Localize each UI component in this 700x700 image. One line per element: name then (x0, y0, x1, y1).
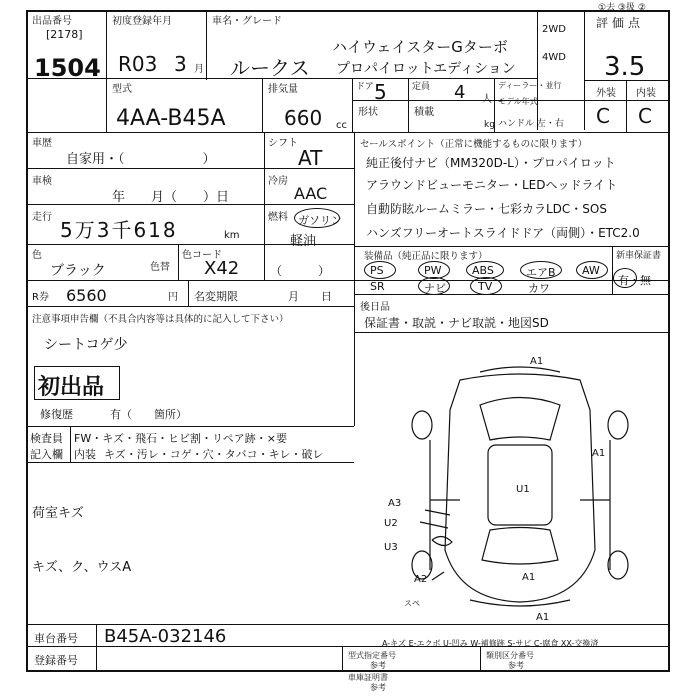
new-car-label: 新車保証書 (616, 251, 662, 261)
diagram-mark-a1-rear: A1 (522, 572, 536, 583)
h-hist4 (26, 280, 668, 281)
first-reg-year: R03 (118, 52, 158, 76)
first-listing-box (34, 366, 120, 400)
fuel-value1: ガソリン (298, 214, 342, 227)
displacement-value: 660 (284, 106, 323, 130)
after-label: 後日品 (360, 302, 390, 313)
div-history (264, 132, 265, 280)
drive-2wd: 2WD (542, 24, 566, 35)
h-after-bot (354, 332, 668, 333)
inspector-row2-label: 内装 (74, 448, 96, 461)
div-rating (584, 10, 585, 130)
rating-mid (626, 80, 627, 132)
lot-sub: [2178] (46, 28, 83, 41)
first-reg-label: 初度登録年月 (112, 16, 172, 27)
equip-pw: PW (424, 264, 442, 277)
interior-label: 内装 (636, 88, 656, 99)
color-value: ブラック (50, 263, 106, 279)
lot-label: 出品番号 (32, 16, 72, 27)
seats-label: 定員 (412, 82, 431, 92)
diagram-mark-a3: A3 (388, 498, 402, 509)
row2-mid (352, 100, 584, 101)
div-reg (206, 10, 207, 80)
div-selling (354, 132, 355, 332)
inspector-label2: 記入欄 (30, 448, 63, 461)
class-ref: 参考 (508, 661, 524, 670)
rating-value: 3.5 (604, 52, 646, 82)
mileage-unit: km (224, 230, 240, 241)
equipment-label: 装備品（純正品に限ります） (364, 251, 488, 262)
remark-line1: 荷室キズ (32, 506, 84, 521)
div-notes-right (354, 306, 355, 426)
color-code-label: 色コード (182, 250, 222, 261)
rating-label: 評価点 (596, 16, 645, 30)
recycle-unit: 円 (168, 292, 178, 303)
div-lot (106, 10, 107, 132)
recycle-value: 6560 (66, 286, 107, 305)
div-chassis (96, 624, 97, 670)
chassis-value: B45A-032146 (104, 626, 227, 647)
dealer-label: ディーラー・並行 (498, 81, 562, 90)
shift-value: AT (298, 146, 323, 170)
ac-value: AAC (294, 184, 328, 203)
first-listing: 初出品 (38, 375, 105, 400)
h-recycle (26, 306, 354, 307)
new-car-value: 有・無 (618, 274, 651, 287)
div-colorcode (178, 244, 179, 280)
after-value: 保証書・取説・ナビ取説・地図SD (364, 316, 549, 330)
inspection-limit-value: 月 日 (288, 290, 332, 303)
exterior-label: 外装 (596, 88, 616, 99)
h-after (354, 294, 668, 295)
exterior-grade: C (596, 104, 610, 128)
seats-unit: 人 (482, 94, 492, 105)
history-label: 車歴 (32, 138, 52, 149)
fuel-circle (294, 208, 340, 228)
div-footer-r (342, 646, 343, 670)
inspection-value: 年 月（ ）日 (112, 190, 230, 205)
car-name-label: 車名・グレード (212, 16, 282, 27)
model-value: 4AA-B45A (116, 106, 226, 131)
equip-tv-circle (470, 277, 502, 295)
notes-label: 注意事項申告欄（不具合内容等は具体的に記入して下さい） (32, 314, 289, 325)
div-drive (537, 10, 538, 130)
equip-ps-circle (364, 261, 396, 279)
diagram-mark-u2: U2 (384, 518, 398, 529)
equip-sr: SR (370, 280, 385, 293)
equip-leather: カワ (528, 282, 550, 295)
diagram-mark-a1-side: A1 (592, 448, 606, 459)
row2-bottom (26, 132, 668, 133)
ac-label: 冷房 (268, 176, 288, 187)
div-footer-r2 (480, 646, 481, 670)
shape-label: 形状 (358, 107, 378, 118)
damage-legend: A-キズ E-エクボ U-凹み W-補修跡 S-サビ C-腐食 XX-交換済 (382, 639, 599, 648)
equip-tv: TV (478, 280, 493, 293)
equip-abs: ABS (472, 264, 494, 277)
displacement-unit: cc (336, 120, 347, 131)
inspection-limit-label: 名変期限 (194, 290, 238, 303)
inspector-row2: キズ・汚レ・コゲ・穴・タバコ・キレ・破レ (104, 448, 324, 461)
shift-label: シフト (268, 138, 298, 149)
div-seats (408, 78, 409, 132)
chassis-label: 車台番号 (34, 632, 78, 645)
h-notes-bot (26, 426, 354, 427)
h-inspector (26, 462, 354, 463)
class-label: 類別区分番号 (486, 651, 534, 660)
seats-value: 4 (454, 82, 466, 103)
new-car-circle (613, 268, 637, 288)
inspector-row1: FW・キズ・飛石・ヒビ割・リペア跡・×要 (74, 432, 287, 445)
month-unit: 月 (194, 64, 204, 75)
div-inspector (70, 426, 71, 462)
diagram-mark-u3: U3 (384, 542, 398, 553)
doors-label: ドア (356, 82, 374, 92)
grade-line2: プロパイロットエディション (336, 61, 516, 77)
equip-navi: ナビ (424, 282, 446, 295)
model-year-label: モデル年式 (498, 97, 538, 106)
displacement-label: 排気量 (268, 84, 298, 95)
load-label: 積載 (414, 107, 434, 118)
diagram-mark-u1: U1 (516, 484, 530, 495)
model-label: 型式 (112, 84, 132, 95)
fuel-label: 燃料 (268, 212, 288, 223)
notes-line1: シートコゲ少 (44, 337, 128, 353)
first-reg-month: 3 (174, 52, 187, 76)
color-code-value: X42 (204, 258, 240, 279)
diagram-mark-spare: スペ (404, 599, 420, 608)
type-cert-ref: 参考 (370, 661, 386, 670)
div-disp (262, 78, 263, 132)
drive-4wd: 4WD (542, 52, 566, 63)
h-footer-top (26, 624, 668, 625)
interior-color-label: 色替 (150, 262, 170, 273)
color-label: 色 (32, 250, 42, 261)
corner-note: ①去 ③扱 ② (598, 3, 646, 13)
remark-line2: キズ、ク、ウスA (32, 560, 132, 575)
mileage-value: 5万3千618 (60, 218, 178, 242)
equip-navi-circle (418, 277, 450, 295)
div-newcar (612, 246, 613, 294)
inspector-label1: 検査員 (30, 432, 63, 445)
frame-ref: 参考 (370, 683, 386, 692)
recycle-label: R券 (32, 292, 49, 303)
repair-value: 有（ 箇所） (110, 408, 187, 421)
grade-line1: ハイウェイスターGターボ (332, 38, 508, 56)
left-border (26, 10, 28, 670)
frame-label: 車庫証明書 (348, 673, 388, 682)
diagram-mark-a1-bottom: A1 (536, 612, 550, 623)
fuel-value2: 軽油 (290, 234, 317, 249)
lot-number: 1504 (34, 54, 101, 82)
fuel-paren: （ ） (270, 264, 331, 278)
diagram-mark-a2: A2 (414, 574, 428, 585)
equip-aw: AW (582, 264, 600, 277)
equip-aw-circle (576, 261, 608, 279)
inspection-label: 車検 (32, 176, 52, 187)
h-equip-top (354, 246, 668, 247)
div-recycle (188, 280, 189, 306)
load-unit: kg (484, 120, 495, 130)
selling-line-3: 自動防眩ルームミラー・七彩カラLDC・SOS (366, 202, 607, 216)
handle-label: ハンドル 左・右 (498, 119, 564, 129)
div-door (352, 78, 353, 132)
repair-label: 修復歴 (40, 408, 73, 421)
mileage-label: 走行 (32, 212, 52, 223)
car-name: ルークス (230, 56, 310, 80)
reg-label: 登録番号 (34, 654, 78, 667)
selling-line-2: アラウンドビューモニター・LEDヘッドライト (366, 178, 618, 192)
equip-airbag-circle (520, 261, 562, 279)
diagram-mark-a1-top: A1 (530, 356, 544, 367)
interior-grade: C (638, 104, 652, 128)
type-cert-label: 型式指定番号 (348, 651, 396, 660)
history-value: 自家用・（ ） (66, 152, 216, 167)
selling-line-4: ハンズフリーオートスライドドア（両側）・ETC2.0 (366, 226, 640, 240)
equip-airbag: エアB (526, 266, 556, 279)
selling-line-1: 純正後付ナビ（MM320D-L）・プロパイロット (366, 156, 616, 170)
doors-value: 5 (374, 80, 387, 104)
equip-ps: PS (370, 264, 384, 277)
selling-label: セールスポイント（正常に機能するものに限ります） (360, 139, 588, 150)
